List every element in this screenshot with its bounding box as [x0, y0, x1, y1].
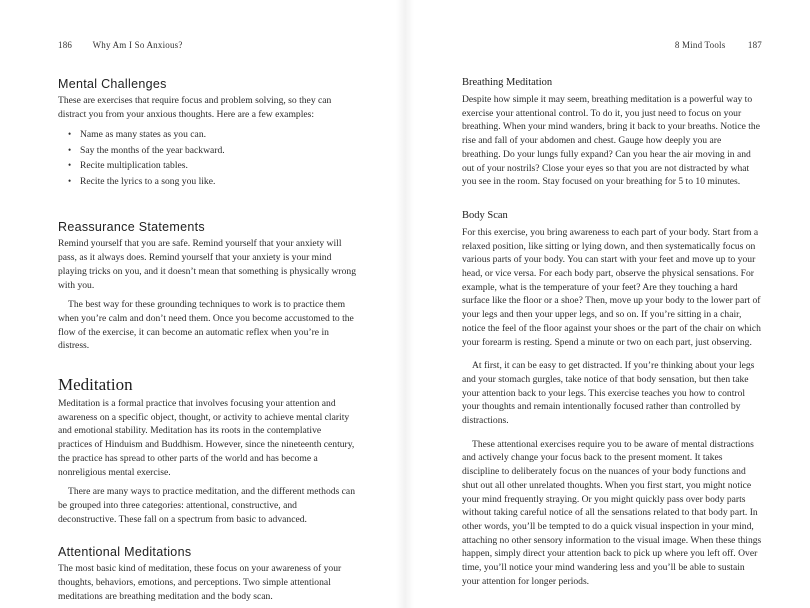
- body-scan-paragraph-2: At first, it can be easy to get distracted. If you’re thinking about your legs and your stomach gurgles, take notice of that body sensation, but then take your attention back to your legs. This exercise teaches you how to control your thoughts and remain intentionally focused rather than controlled by distractions.: [462, 360, 755, 427]
- body-scan-paragraph-3: These attentional exercises require you to be aware of mental distractions and actively change your focus back to the present moment. It takes discipline to deliberately focus on the nuances of your body functions and shut out all other unrelated thoughts. When you first start, you might notice your mind frequently straying. Or you might quickly pass over body parts without taking careful notice of all the sensations related to that body part. In other words, you’ll be tempted to do a quick visual inspection in your mind, attaching no other sensory information to the visual image. When these things happen, simply direct your attention back to pick up where you left off. Over time, you’ll notice your mind wandering less and you’ll be able to sustain your attention for longer periods.: [462, 438, 762, 587]
- heading-breathing-meditation: Breathing Meditation: [462, 77, 553, 88]
- left-page: [58, 0, 356, 608]
- section-body-scan: [462, 209, 762, 589]
- breathing-paragraph-1: Despite how simple it may seem, breathing meditation is a powerful way to exercise your attentional control. To do it, you just need to focus on your breathing. When your mind wanders, bring it back to your breaths. Notice the rise and fall of your abdomen and chest. Gauge how deeply you are breathing. Do your lungs fully expand? Can you hear the air moving in and out of your nostrils? Close your eyes so that you are not distracted by what you see in the room. Stay focused on your breathing for 5 to 10 minutes.: [462, 94, 760, 188]
- meditation-paragraph-2: There are many ways to practice meditation, and the different methods can be grouped into three categories: attentional, constructive, and deconstructive. These fall on a spectrum from basic to advanced.: [58, 486, 355, 525]
- heading-body-scan: Body Scan: [462, 209, 508, 221]
- section-breathing-meditation: [462, 76, 762, 189]
- book-gutter: [396, 0, 414, 608]
- section-reassurance: [58, 219, 356, 353]
- list-item: • Say the months of the year backward.: [68, 143, 356, 159]
- left-page-number: 186: [58, 40, 73, 50]
- heading-reassurance: Reassurance Statements: [58, 220, 205, 235]
- list-item: • Recite the lyrics to a song you like.: [68, 174, 356, 190]
- right-running-title: Mind Tools: [681, 40, 726, 50]
- left-running-head: [58, 40, 356, 50]
- section-meditation: [58, 375, 356, 526]
- right-running-head: [462, 40, 762, 50]
- attentional-paragraph-1: The most basic kind of meditation, these focus on your awareness of your thoughts, behaviors, emotions, and perceptions. Two simple attentional meditations are breathing meditation and the body scan.: [58, 563, 342, 602]
- left-page-content: [58, 76, 356, 603]
- mental-challenges-list: [58, 127, 356, 189]
- section-attentional-meditations: [58, 544, 356, 603]
- right-page: [462, 0, 762, 608]
- right-page-content: [462, 76, 762, 589]
- heading-attentional-meditations: Attentional Meditations: [58, 545, 192, 560]
- reassurance-paragraph-1: Remind yourself that you are safe. Remind yourself that your anxiety will pass, as it always does. Remind yourself that your anxiety is your mind playing tricks on you, and it doesn’t mean that something is physically wrong with you.: [58, 238, 356, 291]
- right-chapter-number: 8: [674, 40, 680, 50]
- meditation-paragraph-1: Meditation is a formal practice that involves focusing your attention and awareness on a specific object, thought, or activity to achieve mental clarity and emotional stability. Meditation has its roots in the contemplative practices of Hinduism and Buddhism. However, since the nineteenth century, the practice has spread to other parts of the world and has become a nonreligious mental exercise.: [58, 398, 355, 478]
- heading-meditation: Meditation: [58, 375, 133, 395]
- list-item: • Name as many states as you can.: [68, 127, 356, 143]
- left-running-title: Why Am I So Anxious?: [92, 40, 183, 50]
- reassurance-paragraph-2: The best way for these grounding techniques to work is to practice them when you’re calm and don’t need them. Once you become accustomed to the flow of the exercise, it can become an automatic reflex when you’re in distress.: [58, 299, 354, 352]
- body-scan-paragraph-1: For this exercise, you bring awareness to each part of your body. Start from a relaxed position, like sitting or lying down, and then systematically focus on various parts of your body. You can start with your feet and move up to your head, or vice versa. For each body part, observe the physical sensations. For example, what is the temperature of your feet? Are they touching a hard surface like the floor or a shoe? Then, move up your body to the lower part of your legs and then your upper legs, and so on. If you’re sitting in a chair, notice the feel of the floor against your shoes or the part of the chair on which your forearm is resting. Spend a minute or two on each part, just observing.: [462, 226, 761, 348]
- right-page-number: 187: [747, 40, 762, 50]
- heading-mental-challenges: Mental Challenges: [58, 77, 167, 91]
- mental-challenges-intro: These are exercises that require focus and problem solving, so they can distract you from your anxious thoughts. Here are a few examples:: [58, 95, 332, 120]
- list-item: • Recite multiplication tables.: [68, 158, 356, 174]
- section-mental-challenges: [58, 76, 356, 189]
